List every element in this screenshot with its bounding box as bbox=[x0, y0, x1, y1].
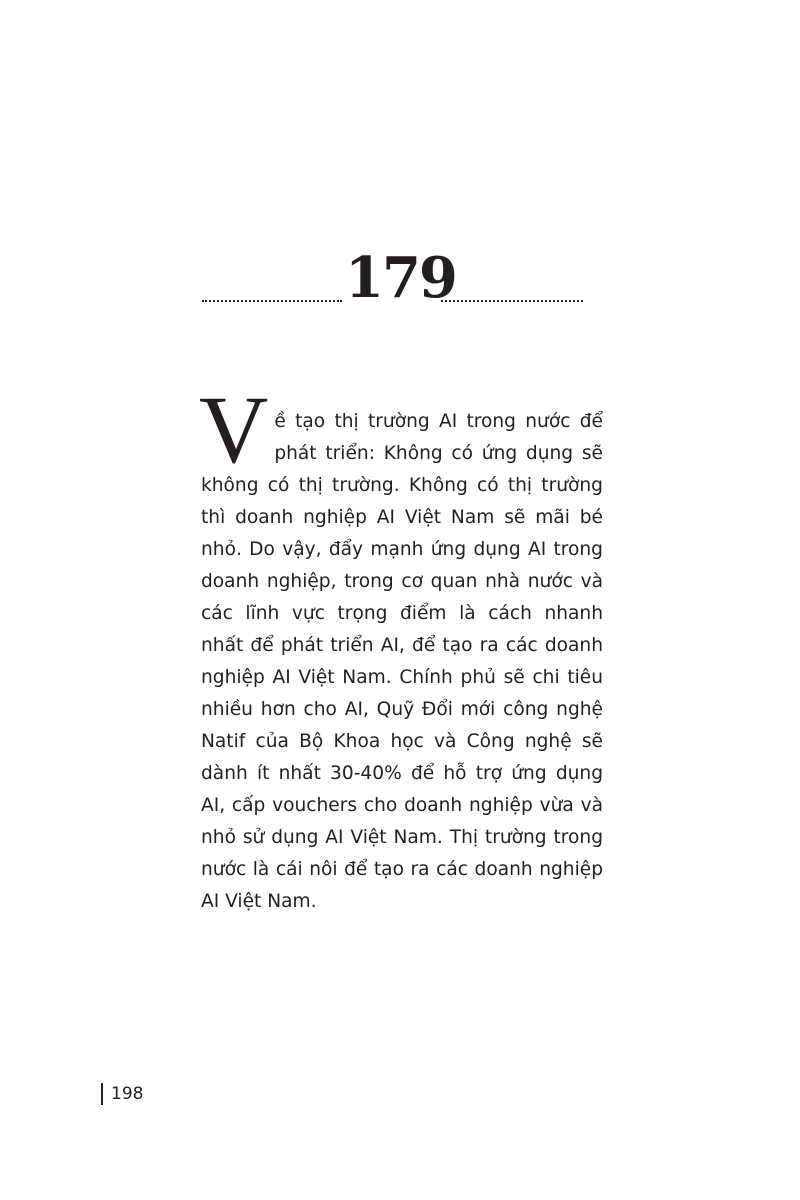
dotted-rule-right bbox=[441, 300, 583, 302]
page-number: 198 bbox=[111, 1084, 144, 1104]
section-heading bbox=[200, 245, 590, 312]
dotted-rule-left bbox=[202, 300, 342, 302]
folio-bar bbox=[101, 1083, 103, 1105]
body-paragraph bbox=[199, 376, 603, 918]
section-number: 179 bbox=[345, 245, 456, 311]
page-footer bbox=[101, 1082, 143, 1106]
drop-cap: V bbox=[199, 376, 269, 483]
body-text: ề tạo thị trường AI trong nước để phát triển: Không có ứng dụng sẽ không có thị trường. Không có thị trường thì doanh nghiệp AI Việt Nam sẽ mãi bé nhỏ. Do vậy, đẩy mạnh ứng dụng AI trong doanh nghiệp, trong cơ quan nhà nước và các lĩnh vực trọng điểm là cách nhanh nhất để phát triển AI, để tạo ra các doanh nghiệp AI Việt Nam. Chính phủ sẽ chi tiêu nhiều hơn cho AI, Quỹ Đổi mới công nghệ Natif của Bộ Khoa học và Công nghệ sẽ dành ít nhất 30-40% để hỗ trợ ứng dụng AI, cấp vouchers cho doanh nghiệp vừa và nhỏ sử dụng AI Việt Nam. Thị trường trong nước là cái nôi để tạo ra các doanh nghiệp AI Việt Nam. bbox=[201, 411, 603, 912]
